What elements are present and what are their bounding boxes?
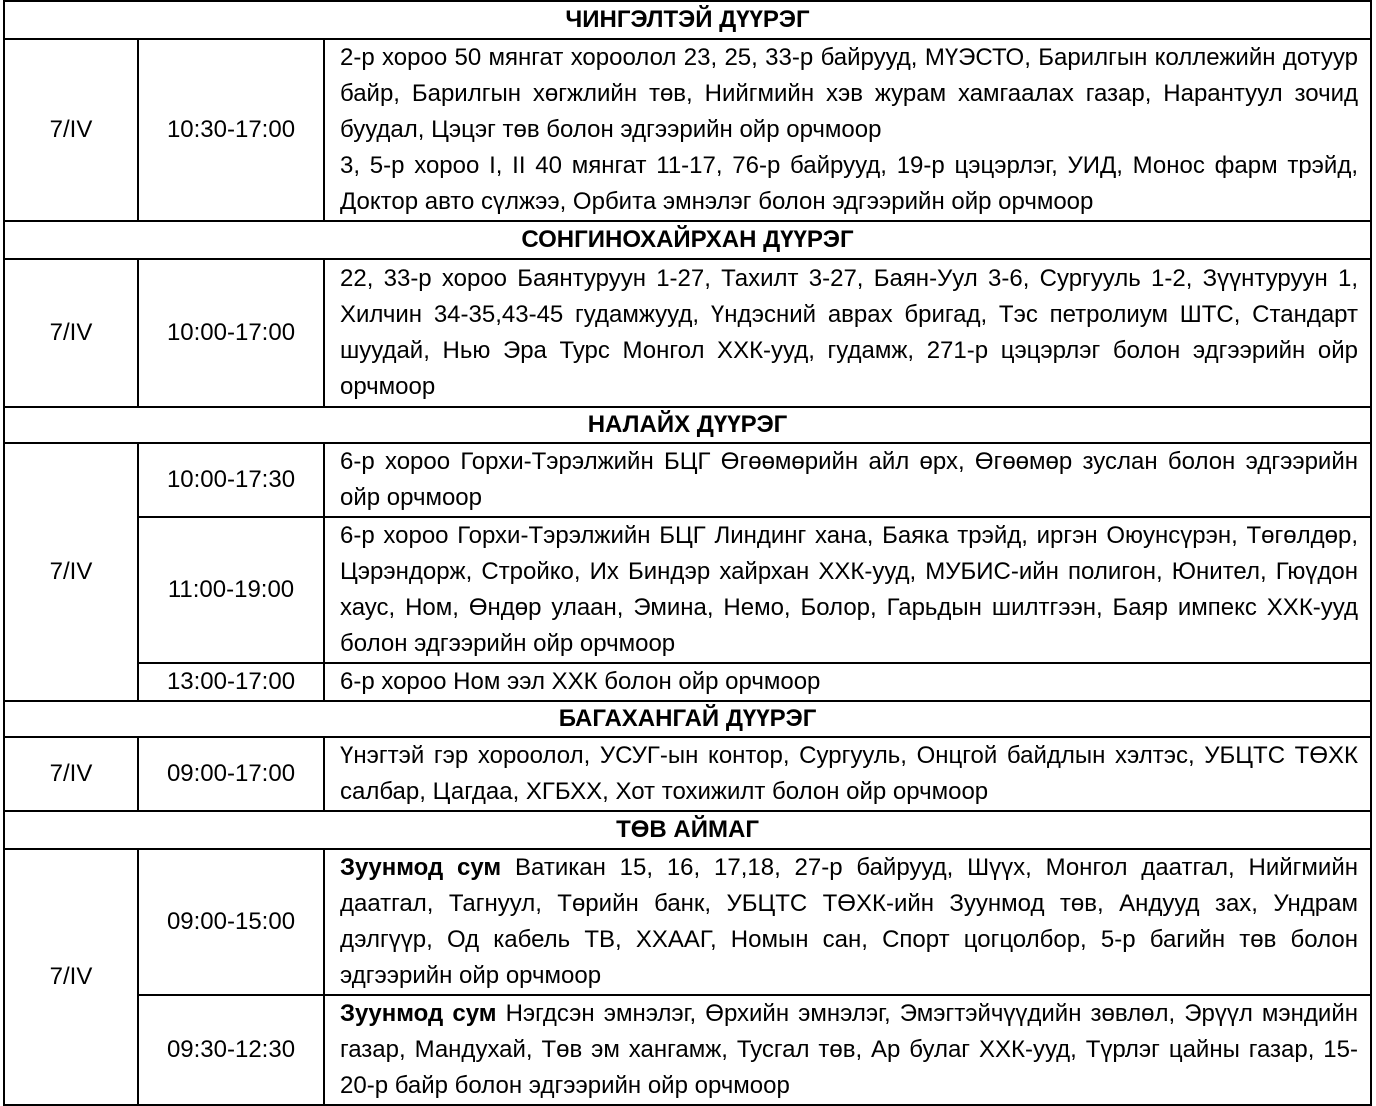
district-header: ЧИНГЭЛТЭЙ ДҮҮРЭГ (4, 1, 1371, 39)
area-name-bold: Зуунмод сум (340, 1000, 497, 1027)
time-cell: 09:00-17:00 (138, 737, 324, 811)
area-detail: Нэгдсэн эмнэлэг, Өрхийн эмнэлэг, Эмэгтэйчүүдийн зөвлөл, Эрүүл мэндийн газар, Мандухай, Төв эм хангамж, Тусгал төв, Ар булаг ХХК-ууд, Түрлэг цайны газар, 15-20-р байр болон эдгээрийн ойр орчмоор (340, 1000, 1358, 1099)
schedule-row (4, 849, 1371, 995)
schedule-row (4, 39, 1371, 221)
area-cell (324, 737, 1371, 811)
district-header-row (4, 701, 1371, 737)
area-name-bold: Зуунмод сум (340, 854, 502, 881)
area-detail: Ватикан 15, 16, 17,18, 27-р байрууд, Шүүх, Монгол даатгал, Нийгмийн даатгал, Тагнуул, Төрийн банк, УБЦТС ТӨХК-ийн Зуунмод төв, Андууд зах, Ундрам дэлгүүр, Од кабель ТВ, ХХААГ, Номын сан, Спорт цогцолбор, 5-р багийн төв болон эдгээрийн ойр орчмоор (340, 854, 1358, 989)
district-header-row (4, 1, 1371, 39)
district-header-row (4, 407, 1371, 443)
area-cell (324, 517, 1371, 663)
area-text (340, 996, 1358, 1104)
time-cell: 10:30-17:00 (138, 39, 324, 221)
area-cell (324, 443, 1371, 517)
schedule-row (4, 663, 1371, 701)
time-cell: 09:30-12:30 (138, 995, 324, 1105)
schedule-row (4, 995, 1371, 1105)
date-cell: 7/IV (4, 259, 138, 407)
area-text: 22, 33-р хороо Баянтуруун 1-27, Тахилт 3-27, Баян-Уул 3-6, Сургууль 1-2, Зүүнтуруун 1, Хилчин 34-35,43-45 гудамжууд, Үндэсний аврах бригад, Тэс петролиум ШТС, Стандарт шуудай, Нью Эра Турс Монгол ХХК-ууд, гудамж, 271-р цэцэрлэг болон эдгээрийн ойр орчмоор (340, 265, 1358, 400)
area-text: 6-р хороо Ном ээл ХХК болон ойр орчмоор (340, 668, 821, 695)
schedule-row (4, 443, 1371, 517)
time-cell: 13:00-17:00 (138, 663, 324, 701)
schedule-row (4, 737, 1371, 811)
schedule-row (4, 517, 1371, 663)
outage-schedule-table (3, 0, 1372, 1106)
schedule-row (4, 259, 1371, 407)
district-header: НАЛАЙХ ДҮҮРЭГ (4, 407, 1371, 443)
date-cell: 7/IV (4, 443, 138, 701)
area-text: 6-р хороо Горхи-Тэрэлжийн БЦГ Линдинг хана, Баяка трэйд, иргэн Оюунсүрэн, Төгөлдөр, Цэрэндорж, Стройко, Их Биндэр хайрхан ХХК-ууд, МУБИС-ийн полигон, Юнител, Гюүдон хаус, Ном, Өндөр улаан, Эмина, Немо, Болор, Гарьдын шилтгээн, Баяр импекс ХХК-ууд болон эдгээрийн ойр орчмоор (340, 522, 1358, 657)
area-cell (324, 995, 1371, 1105)
time-cell: 10:00-17:30 (138, 443, 324, 517)
district-header: БАГАХАНГАЙ ДҮҮРЭГ (4, 701, 1371, 737)
area-cell (324, 849, 1371, 995)
district-header-row (4, 811, 1371, 849)
area-cell (324, 39, 1371, 221)
district-header: ТӨВ АЙМАГ (4, 811, 1371, 849)
district-header: СОНГИНОХАЙРХАН ДҮҮРЭГ (4, 221, 1371, 259)
time-cell: 11:00-19:00 (138, 517, 324, 663)
date-cell: 7/IV (4, 39, 138, 221)
area-cell (324, 259, 1371, 407)
date-cell: 7/IV (4, 849, 138, 1105)
time-cell: 09:00-15:00 (138, 849, 324, 995)
area-text (340, 850, 1358, 994)
date-cell: 7/IV (4, 737, 138, 811)
area-text: Үнэгтэй гэр хороолол, УСУГ-ын контор, Сургууль, Онцгой байдлын хэлтэс, УБЦТС ТӨХК салбар, Цагдаа, ХГБХХ, Хот тохижилт болон ойр орчмоор (340, 742, 1358, 805)
area-text: 2-р хороо 50 мянгат хороолол 23, 25, 33-р байрууд, МҮЭСТО, Барилгын коллежийн дотуур байр, Барилгын хөгжлийн төв, Нийгмийн хэв журам хамгаалах газар, Нарантуул зочид буудал, Цэцэг төв болон эдгээрийн ойр орчмоор (340, 44, 1358, 143)
area-text: 6-р хороо Горхи-Тэрэлжийн БЦГ Өгөөмөрийн айл өрх, Өгөөмөр зуслан болон эдгээрийн ойр орчмоор (340, 448, 1358, 511)
time-cell: 10:00-17:00 (138, 259, 324, 407)
district-header-row (4, 221, 1371, 259)
area-cell (324, 663, 1371, 701)
area-text: 3, 5-р хороо I, II 40 мянгат 11-17, 76-р байрууд, 19-р цэцэрлэг, УИД, Монос фарм трэйд, Доктор авто сүлжээ, Орбита эмнэлэг болон эдгээрийн ойр орчмоор (340, 152, 1358, 215)
